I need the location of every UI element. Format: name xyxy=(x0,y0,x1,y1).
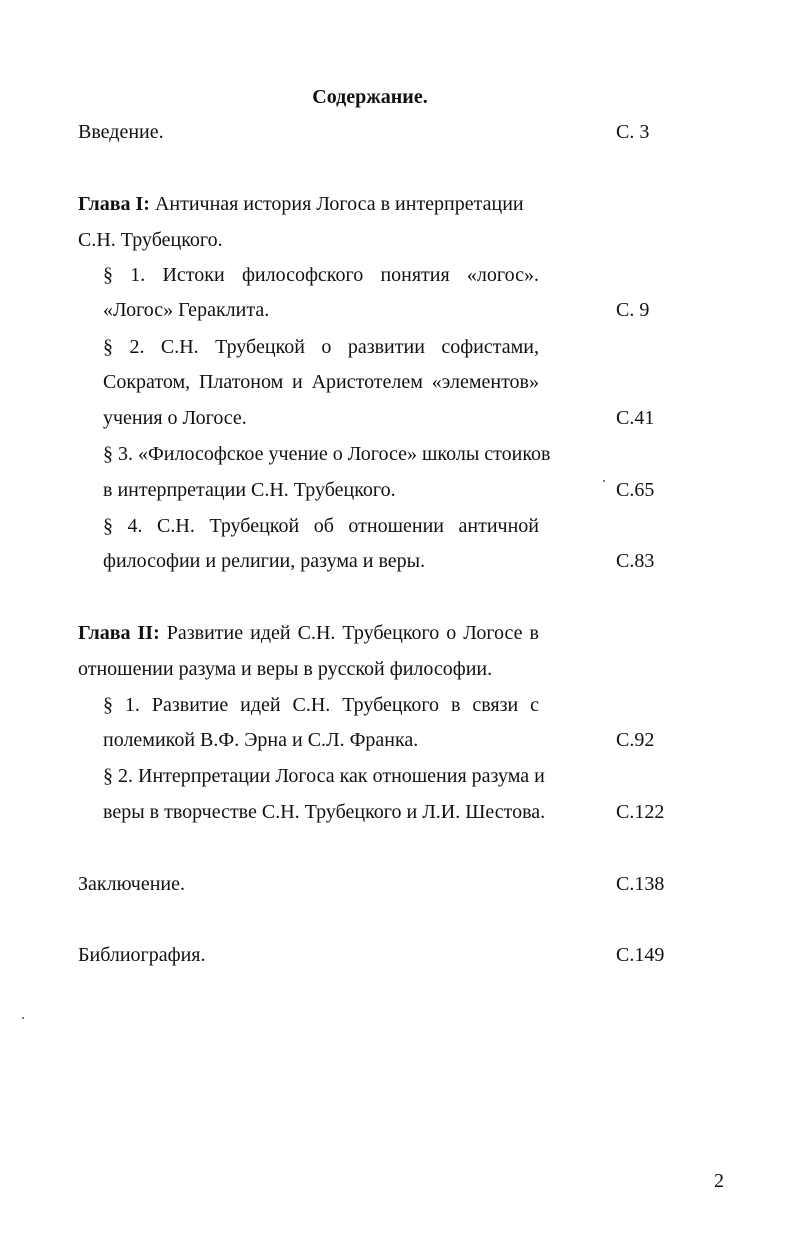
section-text: § 1. Истоки философского понятия «логос». xyxy=(103,264,539,286)
section-text: Сократом, Платоном и Аристотелем «элементов» xyxy=(103,371,539,393)
toc-page-ref: С.92 xyxy=(616,729,655,751)
toc-page-ref: С. 3 xyxy=(616,121,650,143)
toc-entry-label: Заключение. xyxy=(78,873,185,895)
toc-entry-label: Введение. xyxy=(78,121,164,143)
page-number: 2 xyxy=(714,1170,724,1192)
toc-section-2-2-cont xyxy=(0,794,793,830)
section-text: полемикой В.Ф. Эрна и С.Л. Франка. xyxy=(103,729,419,751)
section-text: § 2. Интерпретации Логоса как отношения разума и xyxy=(103,765,545,787)
toc-section-1-1-cont xyxy=(0,292,793,328)
toc-page-ref: С.138 xyxy=(616,873,665,895)
toc-page-ref: С.122 xyxy=(616,801,665,823)
toc-section-2-1-cont xyxy=(0,722,793,758)
chapter-1-heading xyxy=(0,186,793,222)
page-title: Содержание. xyxy=(312,86,428,108)
chapter-2-title: Развитие идей С.Н. Трубецкого о Логосе в xyxy=(166,622,539,644)
toc-section-2-1 xyxy=(0,687,793,723)
toc-page-ref: С. 9 xyxy=(616,299,650,321)
toc-entry-conclusion xyxy=(0,866,793,902)
scan-speck xyxy=(603,480,605,482)
toc-section-1-4 xyxy=(0,508,793,544)
toc-page-ref: С.83 xyxy=(616,550,655,572)
section-text: учения о Логосе. xyxy=(103,407,247,429)
chapter-1-heading-cont xyxy=(0,222,793,258)
chapter-1-title-cont: С.Н. Трубецкого. xyxy=(78,229,223,251)
toc-section-1-4-cont xyxy=(0,543,793,579)
chapter-2-heading xyxy=(0,615,793,651)
chapter-1-title: Античная история Логоса в интерпретации xyxy=(154,193,524,215)
section-text: § 4. С.Н. Трубецкой об отношении античной xyxy=(103,515,539,537)
toc-entry-bibliography xyxy=(0,937,793,973)
section-text: веры в творчестве С.Н. Трубецкого и Л.И. Шестова. xyxy=(103,801,546,823)
section-text: «Логос» Гераклита. xyxy=(103,299,270,321)
section-text: § 1. Развитие идей С.Н. Трубецкого в связи с xyxy=(103,694,539,716)
toc-page-ref: С.149 xyxy=(616,944,665,966)
toc-section-1-2-cont2 xyxy=(0,400,793,436)
section-text: в интерпретации С.Н. Трубецкого. xyxy=(103,479,396,501)
toc-page-ref: С.41 xyxy=(616,407,655,429)
toc-entry-intro xyxy=(0,114,793,150)
chapter-2-title-cont: отношении разума и веры в русской философии. xyxy=(78,658,493,680)
toc-entry-label: Библиография. xyxy=(78,944,206,966)
toc-section-1-2 xyxy=(0,329,793,365)
toc-section-1-1 xyxy=(0,257,793,293)
toc-section-2-2 xyxy=(0,758,793,794)
section-text: § 2. С.Н. Трубецкой о развитии софистами, xyxy=(103,336,539,358)
section-text: философии и религии, разума и веры. xyxy=(103,550,426,572)
toc-page-ref: С.65 xyxy=(616,479,655,501)
chapter-1-label: Глава I: xyxy=(78,193,150,215)
section-text: § 3. «Философское учение о Логосе» школы стоиков xyxy=(103,443,551,465)
toc-section-1-3 xyxy=(0,436,793,472)
scan-speck xyxy=(22,1017,24,1019)
chapter-2-heading-cont xyxy=(0,651,793,687)
chapter-2-label: Глава II: xyxy=(78,622,160,644)
toc-section-1-3-cont xyxy=(0,472,793,508)
toc-section-1-2-cont xyxy=(0,364,793,400)
